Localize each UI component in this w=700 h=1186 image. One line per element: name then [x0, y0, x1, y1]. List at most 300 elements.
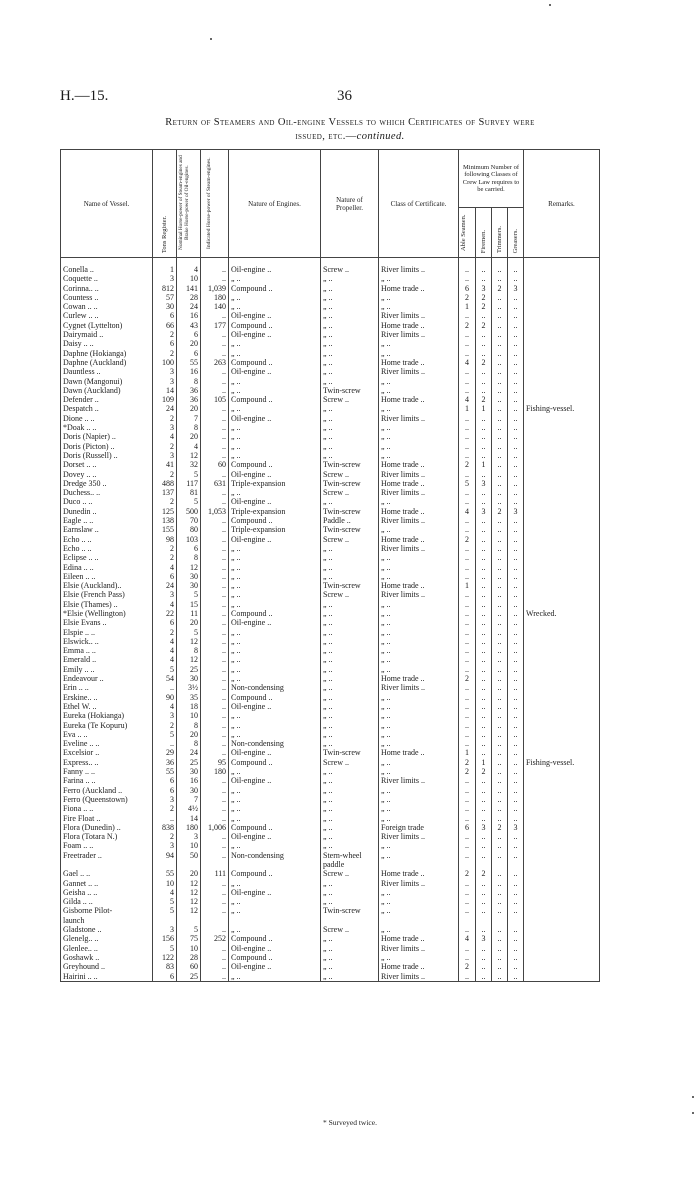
cell-trimmers: ..: [492, 423, 508, 432]
cell-propeller: Twin-screw: [321, 748, 379, 757]
cell-remarks: [524, 841, 600, 850]
cell-greasers: ..: [508, 721, 524, 730]
cell-trimmers: ..: [492, 711, 508, 720]
cell-tons: ..: [153, 739, 177, 748]
cell-indicated-hp: ..: [201, 414, 229, 423]
cell-indicated-hp: 631: [201, 479, 229, 488]
cell-engines: Compound ..: [229, 758, 321, 767]
cell-remarks: [524, 414, 600, 423]
cell-trimmers: [492, 860, 508, 869]
cell-vessel-name: Dawn (Mangonui): [61, 377, 153, 386]
cell-nominal-hp: 81: [177, 488, 201, 497]
cell-indicated-hp: ..: [201, 739, 229, 748]
cell-tons: 3: [153, 841, 177, 850]
header-tons-register-text: Tons Register.: [160, 215, 168, 253]
cell-firemen: 3: [476, 934, 492, 943]
cell-engines: „ ..: [229, 841, 321, 850]
cell-remarks: [524, 572, 600, 581]
cell-trimmers: ..: [492, 683, 508, 692]
cell-firemen: ..: [476, 628, 492, 637]
cell-propeller: „ ..: [321, 888, 379, 897]
cell-propeller: „ ..: [321, 944, 379, 953]
cell-propeller: Twin-screw: [321, 906, 379, 915]
cell-certificate: River limits ..: [379, 414, 459, 423]
cell-certificate: Home trade ..: [379, 535, 459, 544]
cell-tons: ..: [153, 814, 177, 823]
cell-firemen: ..: [476, 609, 492, 618]
cell-greasers: ..: [508, 609, 524, 618]
cell-engines: Oil-engine ..: [229, 311, 321, 320]
cell-greasers: ..: [508, 888, 524, 897]
cell-able-seamen: 5: [459, 479, 476, 488]
cell-trimmers: ..: [492, 618, 508, 627]
cell-certificate: „ ..: [379, 851, 459, 860]
cell-vessel-name: Dredge 350 ..: [61, 479, 153, 488]
cell-propeller: „ ..: [321, 284, 379, 293]
cell-able-seamen: 4: [459, 507, 476, 516]
cell-certificate: „ ..: [379, 925, 459, 934]
cell-firemen: ..: [476, 423, 492, 432]
cell-firemen: ..: [476, 665, 492, 674]
cell-nominal-hp: 10: [177, 841, 201, 850]
cell-firemen: ..: [476, 563, 492, 572]
cell-trimmers: ..: [492, 646, 508, 655]
table-row: [61, 962, 600, 971]
cell-remarks: [524, 869, 600, 878]
cell-firemen: ..: [476, 944, 492, 953]
cell-trimmers: ..: [492, 395, 508, 404]
cell-greasers: ..: [508, 674, 524, 683]
table-row: [61, 758, 600, 767]
cell-trimmers: ..: [492, 786, 508, 795]
cell-certificate: Home trade ..: [379, 358, 459, 367]
table-row: [61, 311, 600, 320]
cell-tons: 4: [153, 637, 177, 646]
cell-indicated-hp: ..: [201, 274, 229, 283]
cell-remarks: [524, 823, 600, 832]
cell-indicated-hp: ..: [201, 563, 229, 572]
cell-tons: 54: [153, 674, 177, 683]
cell-propeller: Twin-screw: [321, 525, 379, 534]
cell-propeller: „ ..: [321, 702, 379, 711]
table-row: [61, 860, 600, 869]
cell-firemen: ..: [476, 432, 492, 441]
cell-engines: Oil-engine ..: [229, 618, 321, 627]
cell-vessel-name: Endeavour ..: [61, 674, 153, 683]
cell-certificate: „ ..: [379, 637, 459, 646]
cell-certificate: River limits ..: [379, 330, 459, 339]
title-line-1: Return of Steamers and Oil-engine Vessels to which Certificates of Survey were: [165, 117, 535, 128]
cell-remarks: [524, 693, 600, 702]
cell-vessel-name: Elsie (French Pass): [61, 590, 153, 599]
cell-propeller: „ ..: [321, 832, 379, 841]
cell-trimmers: ..: [492, 535, 508, 544]
cell-firemen: ..: [476, 497, 492, 506]
cell-indicated-hp: ..: [201, 795, 229, 804]
cell-tons: 5: [153, 730, 177, 739]
cell-indicated-hp: ..: [201, 432, 229, 441]
cell-trimmers: ..: [492, 572, 508, 581]
cell-remarks: [524, 804, 600, 813]
cell-propeller: Twin-screw: [321, 460, 379, 469]
margin-mark: [692, 1112, 694, 1114]
table-row: [61, 655, 600, 664]
cell-indicated-hp: ..: [201, 776, 229, 785]
table-row: [61, 377, 600, 386]
cell-certificate: River limits ..: [379, 972, 459, 982]
cell-remarks: [524, 851, 600, 860]
cell-engines: „ ..: [229, 721, 321, 730]
cell-remarks: [524, 897, 600, 906]
cell-greasers: ..: [508, 739, 524, 748]
cell-propeller: „ ..: [321, 972, 379, 982]
cell-propeller: [321, 916, 379, 925]
cell-trimmers: ..: [492, 349, 508, 358]
cell-certificate: „ ..: [379, 721, 459, 730]
vessel-rows: [61, 258, 600, 982]
cell-certificate: „ ..: [379, 693, 459, 702]
cell-firemen: ..: [476, 776, 492, 785]
cell-nominal-hp: 12: [177, 655, 201, 664]
cell-firemen: ..: [476, 730, 492, 739]
cell-greasers: ..: [508, 730, 524, 739]
cell-propeller: „ ..: [321, 302, 379, 311]
cell-able-seamen: 1: [459, 302, 476, 311]
cell-nominal-hp: 4: [177, 265, 201, 274]
cell-trimmers: ..: [492, 767, 508, 776]
cell-able-seamen: ..: [459, 451, 476, 460]
header-nominal-horse-power-text: Nominal Horse-power of Steam-engines and Brake Horse-power of Oil-engines.: [177, 155, 190, 251]
cell-firemen: ..: [476, 367, 492, 376]
cell-firemen: 3: [476, 479, 492, 488]
cell-able-seamen: 1: [459, 404, 476, 413]
cell-propeller: „ ..: [321, 451, 379, 460]
cell-nominal-hp: 35: [177, 693, 201, 702]
header-trimmers: [492, 208, 508, 258]
cell-greasers: ..: [508, 776, 524, 785]
cell-tons: 6: [153, 618, 177, 627]
cell-engines: „ ..: [229, 786, 321, 795]
cell-greasers: [508, 860, 524, 869]
cell-propeller: „ ..: [321, 823, 379, 832]
cell-remarks: [524, 563, 600, 572]
cell-able-seamen: ..: [459, 879, 476, 888]
cell-remarks: [524, 488, 600, 497]
cell-tons: 122: [153, 953, 177, 962]
cell-remarks: [524, 590, 600, 599]
cell-propeller: Screw ..: [321, 590, 379, 599]
cell-nominal-hp: 30: [177, 767, 201, 776]
cell-able-seamen: ..: [459, 841, 476, 850]
cell-able-seamen: ..: [459, 944, 476, 953]
cell-propeller: „ ..: [321, 339, 379, 348]
cell-nominal-hp: 11: [177, 609, 201, 618]
cell-certificate: „ ..: [379, 600, 459, 609]
cell-engines: „ ..: [229, 906, 321, 915]
cell-trimmers: ..: [492, 702, 508, 711]
cell-indicated-hp: 263: [201, 358, 229, 367]
cell-propeller: Paddle ..: [321, 516, 379, 525]
cell-indicated-hp: ..: [201, 516, 229, 525]
cell-greasers: ..: [508, 414, 524, 423]
cell-vessel-name: Doris (Picton) ..: [61, 442, 153, 451]
cell-indicated-hp: ..: [201, 581, 229, 590]
cell-firemen: 2: [476, 321, 492, 330]
cell-propeller: Screw ..: [321, 535, 379, 544]
cell-able-seamen: ..: [459, 925, 476, 934]
cell-nominal-hp: 12: [177, 879, 201, 888]
cell-trimmers: ..: [492, 563, 508, 572]
cell-certificate: Home trade ..: [379, 581, 459, 590]
cell-remarks: [524, 748, 600, 757]
cell-certificate: Home trade ..: [379, 479, 459, 488]
cell-remarks: Wrecked.: [524, 609, 600, 618]
cell-vessel-name: Dunedin ..: [61, 507, 153, 516]
cell-nominal-hp: 36: [177, 395, 201, 404]
cell-trimmers: [492, 916, 508, 925]
table-row: [61, 702, 600, 711]
cell-trimmers: ..: [492, 339, 508, 348]
cell-certificate: „ ..: [379, 897, 459, 906]
cell-propeller: „ ..: [321, 321, 379, 330]
cell-tons: 14: [153, 386, 177, 395]
table-row: [61, 563, 600, 572]
cell-firemen: ..: [476, 442, 492, 451]
cell-engines: Triple-expansion: [229, 525, 321, 534]
cell-nominal-hp: 12: [177, 637, 201, 646]
cell-indicated-hp: ..: [201, 535, 229, 544]
cell-trimmers: ..: [492, 609, 508, 618]
cell-propeller: „ ..: [321, 711, 379, 720]
table-row: [61, 525, 600, 534]
cell-certificate: „ ..: [379, 702, 459, 711]
cell-greasers: ..: [508, 832, 524, 841]
cell-vessel-name: Fire Float ..: [61, 814, 153, 823]
cell-greasers: ..: [508, 321, 524, 330]
cell-greasers: ..: [508, 349, 524, 358]
cell-vessel-name: Echo .. ..: [61, 535, 153, 544]
cell-indicated-hp: ..: [201, 888, 229, 897]
header-greasers-text: Greasers.: [511, 228, 519, 253]
cell-vessel-name: [61, 860, 153, 869]
cell-certificate: Home trade ..: [379, 395, 459, 404]
cell-greasers: ..: [508, 488, 524, 497]
header-tons-register: [153, 150, 177, 258]
cell-remarks: [524, 451, 600, 460]
cell-greasers: 3: [508, 823, 524, 832]
cell-tons: 155: [153, 525, 177, 534]
cell-firemen: ..: [476, 265, 492, 274]
cell-remarks: [524, 516, 600, 525]
cell-nominal-hp: 8: [177, 646, 201, 655]
cell-tons: 24: [153, 404, 177, 413]
cell-certificate: „ ..: [379, 293, 459, 302]
table-row: [61, 497, 600, 506]
cell-able-seamen: ..: [459, 972, 476, 982]
cell-indicated-hp: ..: [201, 618, 229, 627]
cell-indicated-hp: ..: [201, 953, 229, 962]
cell-propeller: Screw ..: [321, 488, 379, 497]
cell-greasers: ..: [508, 525, 524, 534]
cell-propeller: „ ..: [321, 600, 379, 609]
cell-able-seamen: 2: [459, 962, 476, 971]
cell-engines: [229, 916, 321, 925]
cell-remarks: [524, 637, 600, 646]
cell-able-seamen: 2: [459, 674, 476, 683]
cell-propeller: „ ..: [321, 767, 379, 776]
cell-greasers: ..: [508, 600, 524, 609]
cell-vessel-name: Eclipse .. ..: [61, 553, 153, 562]
cell-certificate: „ ..: [379, 665, 459, 674]
cell-remarks: [524, 814, 600, 823]
cell-certificate: River limits ..: [379, 544, 459, 553]
cell-firemen: ..: [476, 581, 492, 590]
cell-vessel-name: Despatch ..: [61, 404, 153, 413]
cell-vessel-name: Doris (Napier) ..: [61, 432, 153, 441]
cell-able-seamen: ..: [459, 488, 476, 497]
cell-engines: „ ..: [229, 665, 321, 674]
cell-greasers: ..: [508, 925, 524, 934]
cell-remarks: [524, 265, 600, 274]
cell-certificate: „ ..: [379, 553, 459, 562]
cell-greasers: ..: [508, 311, 524, 320]
cell-remarks: [524, 739, 600, 748]
cell-trimmers: ..: [492, 693, 508, 702]
table-row: [61, 776, 600, 785]
cell-firemen: ..: [476, 748, 492, 757]
cell-indicated-hp: ..: [201, 386, 229, 395]
cell-tons: 2: [153, 497, 177, 506]
cell-indicated-hp: ..: [201, 553, 229, 562]
cell-certificate: „ ..: [379, 618, 459, 627]
cell-firemen: ..: [476, 804, 492, 813]
cell-indicated-hp: ..: [201, 851, 229, 860]
cell-remarks: [524, 423, 600, 432]
cell-greasers: ..: [508, 293, 524, 302]
cell-propeller: „ ..: [321, 730, 379, 739]
table-row: [61, 581, 600, 590]
cell-trimmers: ..: [492, 962, 508, 971]
cell-greasers: ..: [508, 553, 524, 562]
cell-firemen: ..: [476, 795, 492, 804]
cell-nominal-hp: 43: [177, 321, 201, 330]
cell-certificate: Home trade ..: [379, 869, 459, 878]
cell-propeller: Screw ..: [321, 265, 379, 274]
cell-nominal-hp: 30: [177, 581, 201, 590]
cell-indicated-hp: 111: [201, 869, 229, 878]
cell-able-seamen: ..: [459, 590, 476, 599]
cell-remarks: [524, 479, 600, 488]
cell-indicated-hp: ..: [201, 832, 229, 841]
cell-remarks: [524, 339, 600, 348]
cell-tons: 30: [153, 302, 177, 311]
cell-tons: 94: [153, 851, 177, 860]
cell-tons: 156: [153, 934, 177, 943]
cell-firemen: ..: [476, 953, 492, 962]
cell-trimmers: ..: [492, 888, 508, 897]
cell-trimmers: ..: [492, 944, 508, 953]
cell-vessel-name: Geisha .. ..: [61, 888, 153, 897]
cell-remarks: [524, 925, 600, 934]
header-class-of-certificate: Class of Certificate.: [379, 150, 459, 258]
cell-indicated-hp: ..: [201, 693, 229, 702]
cell-indicated-hp: ..: [201, 637, 229, 646]
cell-greasers: ..: [508, 934, 524, 943]
cell-firemen: ..: [476, 544, 492, 553]
cell-nominal-hp: 20: [177, 404, 201, 413]
cell-remarks: Fishing-vessel.: [524, 404, 600, 413]
cell-remarks: [524, 460, 600, 469]
cell-firemen: ..: [476, 888, 492, 897]
cell-vessel-name: Foam .. ..: [61, 841, 153, 850]
cell-tons: 2: [153, 804, 177, 813]
cell-nominal-hp: 12: [177, 897, 201, 906]
cell-nominal-hp: 70: [177, 516, 201, 525]
cell-able-seamen: ..: [459, 693, 476, 702]
cell-able-seamen: ..: [459, 544, 476, 553]
cell-greasers: ..: [508, 330, 524, 339]
cell-indicated-hp: ..: [201, 804, 229, 813]
cell-propeller: Twin-screw: [321, 581, 379, 590]
cell-remarks: [524, 953, 600, 962]
cell-greasers: ..: [508, 628, 524, 637]
cell-remarks: [524, 581, 600, 590]
cell-engines: „ ..: [229, 349, 321, 358]
cell-nominal-hp: 36: [177, 386, 201, 395]
cell-firemen: 2: [476, 869, 492, 878]
cell-tons: 4: [153, 888, 177, 897]
cell-vessel-name: Erskine.. ..: [61, 693, 153, 702]
cell-greasers: ..: [508, 683, 524, 692]
cell-able-seamen: 1: [459, 748, 476, 757]
cell-vessel-name: Gael .. ..: [61, 869, 153, 878]
cell-certificate: „ ..: [379, 628, 459, 637]
cell-propeller: „ ..: [321, 683, 379, 692]
cell-certificate: [379, 860, 459, 869]
cell-propeller: Twin-screw: [321, 386, 379, 395]
cell-greasers: ..: [508, 274, 524, 283]
cell-trimmers: ..: [492, 479, 508, 488]
cell-tons: 812: [153, 284, 177, 293]
cell-engines: Oil-engine ..: [229, 702, 321, 711]
cell-engines: „ ..: [229, 302, 321, 311]
cell-remarks: [524, 544, 600, 553]
cell-engines: „ ..: [229, 488, 321, 497]
cell-propeller: „ ..: [321, 721, 379, 730]
cell-firemen: ..: [476, 349, 492, 358]
table-row: [61, 906, 600, 915]
cell-remarks: [524, 535, 600, 544]
cell-vessel-name: Ferro (Queenstown): [61, 795, 153, 804]
cell-vessel-name: Edina .. ..: [61, 563, 153, 572]
cell-nominal-hp: 24: [177, 302, 201, 311]
cell-able-seamen: 2: [459, 321, 476, 330]
cell-firemen: 3: [476, 507, 492, 516]
cell-tons: ..: [153, 683, 177, 692]
cell-certificate: „ ..: [379, 404, 459, 413]
cell-greasers: 3: [508, 507, 524, 516]
table-row: [61, 888, 600, 897]
cell-tons: 2: [153, 330, 177, 339]
cell-indicated-hp: ..: [201, 711, 229, 720]
table-row: [61, 711, 600, 720]
cell-able-seamen: ..: [459, 646, 476, 655]
cell-remarks: [524, 683, 600, 692]
cell-tons: 3: [153, 423, 177, 432]
table-row: [61, 404, 600, 413]
cell-vessel-name: Eveline .. ..: [61, 739, 153, 748]
cell-tons: 4: [153, 646, 177, 655]
